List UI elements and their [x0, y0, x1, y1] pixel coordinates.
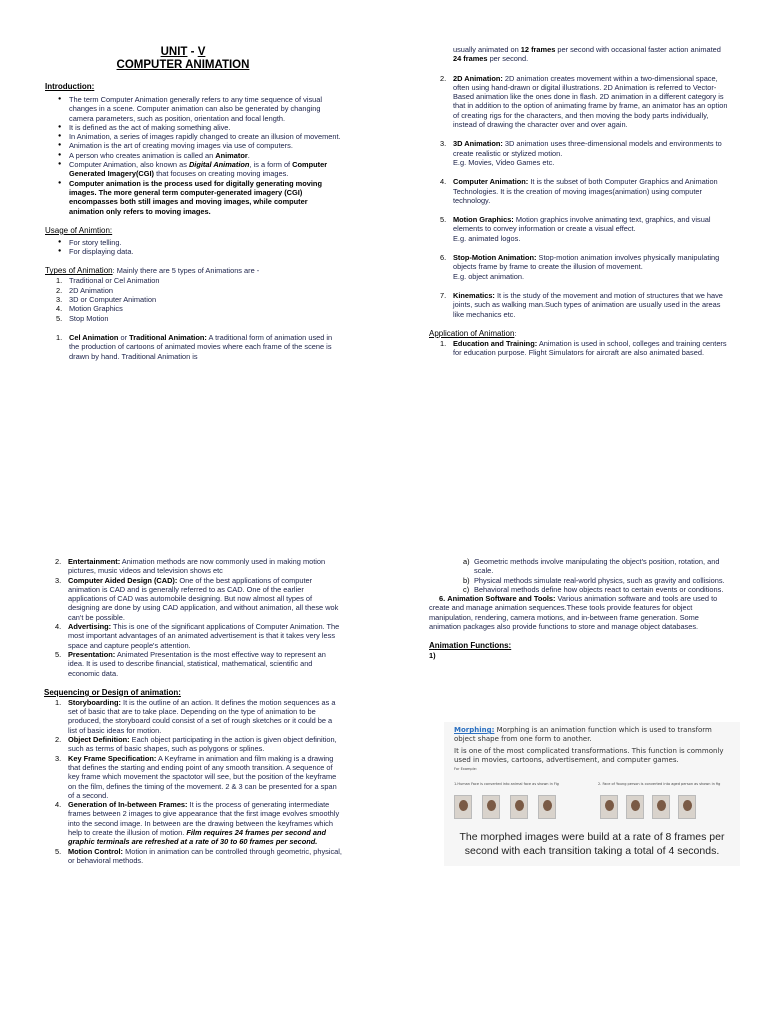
morph-images: [454, 795, 730, 821]
types-detail-list: [429, 74, 729, 319]
application-text: Animated Presentation is the most effective way to represent an idea. It is used to describe financial, statistical, mathematical, scientific and economic data.: [68, 649, 326, 678]
morphing-note: It is one of the most complicated transformations. This function is commonly used in movies, cartoons, advertisement, and computer games.: [454, 747, 724, 764]
motion-methods-list: [429, 557, 729, 594]
type-text: Motion graphics involve animating text, graphics, and visual elements to convey information or create a visual effect.: [453, 215, 711, 234]
type-label: Motion Graphics:: [453, 215, 514, 225]
motion-method-text: Geometric methods involve manipulating the object's position, rotation, and scale.: [474, 557, 720, 576]
software-label: Animation Software and Tools:: [447, 594, 556, 604]
column-1-bottom: [44, 557, 342, 865]
sequencing-list: [44, 698, 342, 865]
application-item: 5. Presentation: Animated Presentation is the most effective way to represent an idea. It is used to describe financial, statistical, mathematical, scientific and economic data.: [55, 649, 326, 678]
cel-animation-item: [56, 332, 343, 361]
type-text: 3D animation uses three-dimensional models and environments to create realistic or stylized motion.: [453, 139, 722, 158]
unit-separator: -: [187, 46, 198, 58]
application-text: One of the best applications of computer animation is CAD and is generally referred to as CAD. One of the earlier applications of CAD was automobile designing. But now almost all types of designing are done by using CAD application, and without animation, all these wok can't be possible.: [68, 575, 339, 622]
sequencing-item: 4. Generation of In-between Frames: It is the process of generating intermediate frames between 2 images to give appearance that the first image evolves smoothly into the second image. In between are the drawing between the keyframes which help to create the illusion of motion. Film requires 24 frames per second and graphic terminals are refreshed at a rate of 30 to 60 frames per second.: [55, 800, 340, 847]
morphing-definition: [444, 722, 740, 744]
morph-image: [454, 795, 472, 819]
types-list-item: 5. Stop Motion: [56, 313, 109, 323]
types-list-item: 2. 2D Animation: [56, 285, 113, 295]
intro-bullet-6: [69, 160, 343, 179]
column-2-bottom: [429, 557, 729, 661]
intro-bullet-5: [69, 151, 343, 160]
unit-heading: [60, 46, 306, 59]
application-label: Presentation:: [68, 649, 116, 659]
motion-method: a) Geometric methods involve manipulating the object's position, rotation, and scale.: [463, 557, 720, 576]
application-text: This is one of the significant applications of Computer Animation. The most important advantages of an animated advertisement is that it takes very less space and capture people's attention.: [68, 622, 340, 650]
morph-image: [652, 795, 670, 819]
type-label: 3D Animation:: [453, 139, 503, 149]
application-heading-text: Application of Animation: [429, 328, 515, 338]
type-motion-graphics: 5. Motion Graphics: Motion graphics involve animating text, graphics, and visual elements to convey information or create a visual effect. E.g. animated logos.: [440, 215, 711, 243]
type-stop-motion: 6. Stop-Motion Animation: Stop-motion animation involves physically manipulating objects frame by frame to create the illusion of movement. E.g. object animation.: [440, 253, 720, 281]
type-text: 2D animation creates movement within a two-dimensional space, often using hand-drawn or digital illustrations. 2D Animation is referred to Vector-Based animation like the ones done in flash. 2D animation in a different category is that in addition to the option of animating frame by frame, an animator has an option of creating rigs for the characters, and then moving the body parts individually, instead of drawing the character over and over again.: [453, 73, 728, 130]
unit-label: UNIT: [160, 46, 188, 58]
column-1-top: [45, 82, 343, 361]
morph-image: [482, 795, 500, 819]
motion-method-text: Physical methods simulate real-world physics, such as gravity and collisions.: [474, 575, 725, 585]
application-heading-colon: :: [514, 328, 517, 338]
frames-12: 12 frames: [520, 45, 556, 54]
figure-example-aging: 2. Face of Young person is converted into aged person as shown in fig: [598, 782, 721, 786]
morph-image: [626, 795, 644, 819]
sequencing-text: Each object participating in the action is given object definition, such as terms of basic shapes, such as polygons or splines.: [68, 735, 337, 754]
sequencing-heading: Sequencing or Design of animation:: [44, 687, 181, 697]
application-label: Computer Aided Design (CAD):: [68, 575, 178, 585]
morph-image: [510, 795, 528, 819]
usage-heading: Usage of Animtion:: [45, 225, 113, 235]
page-title: COMPUTER ANIMATION: [116, 59, 250, 71]
types-list-text: Traditional or Cel Animation: [69, 276, 160, 286]
application-label: Entertainment:: [68, 557, 121, 566]
cel-label: Cel Animation: [69, 332, 119, 342]
morph-image: [538, 795, 556, 819]
application-list: [429, 339, 729, 358]
motion-method: b) Physical methods simulate real-world physics, such as gravity and collisions.: [463, 575, 725, 585]
morph-image: [678, 795, 696, 819]
unit-number: V: [197, 46, 206, 58]
type-3d: 3. 3D Animation: 3D animation uses three-dimensional models and environments to create realistic or stylized motion. E.g. Movies, Video Games etc.: [440, 139, 722, 167]
column-2-top: [429, 45, 729, 357]
animator-term: Animator: [215, 150, 248, 160]
intro-bullet-7: [69, 179, 343, 216]
sequencing-label: Key Frame Specification:: [68, 753, 157, 763]
intro-bullet-text: Animation is the art of creating moving images via use of computers.: [69, 141, 293, 151]
types-intro: : Mainly there are 5 types of Animations are -: [112, 266, 260, 276]
intro-bullet-4: [69, 141, 343, 150]
motion-method: c) Behavioral methods define how objects react to certain events or conditions.: [463, 584, 724, 594]
intro-bullet-text: The term Computer Animation generally refers to any time sequence of visual changes in a scene. Computer animation can also be generated by changing camera parameters, such as position, orientation and focal length.: [69, 95, 323, 123]
intro-bullet-2: [69, 123, 343, 132]
cel-continuation: [429, 45, 729, 64]
traditional-label: Traditional Animation:: [129, 332, 207, 342]
application-item: 2. Entertainment: Animation methods are now commonly used in making motion pictures, music videos and television shows etc: [55, 557, 326, 576]
motion-method-text: Behavioral methods define how objects react to certain events or conditions.: [474, 584, 724, 594]
intro-bullet-text: Computer Animation, also known as: [69, 160, 189, 170]
sequencing-text: It is the process of generating intermediate frames between 2 images to give appearance that the first image evolves smoothly into the second image. In between are the drawing between the keyframes which help to create the illusion of motion.: [68, 800, 340, 838]
sequencing-item: 2. Object Definition: Each object participating in the action is given object definition, such as terms of basic shapes, such as polygons or splines.: [55, 735, 337, 754]
types-list-item: 4. Motion Graphics: [56, 304, 123, 314]
application-label: Advertising:: [68, 622, 112, 632]
intro-heading: [45, 82, 343, 92]
software-item: [429, 594, 729, 631]
type-computer: 4. Computer Animation: It is the subset of both Computer Graphics and Animation Technologies. It is the creation of moving images(animation) using computer technology.: [440, 177, 718, 205]
type-label: Stop-Motion Animation:: [453, 253, 537, 263]
type-kinematics: 7. Kinematics: It is the study of the movement and motion of structures that we have joints, such as walking man.Such types of animation are usually used in the areas like mechanics etc.: [440, 290, 723, 319]
intro-bullet-text: It is defined as the act of making something alive.: [69, 122, 231, 132]
usage-item: ● For story telling.: [69, 238, 343, 247]
types-list-item: 3. 3D or Computer Animation: [56, 295, 157, 305]
morph-image: [600, 795, 618, 819]
morphing-figure: [444, 722, 740, 866]
type-example: E.g. Movies, Video Games etc.: [453, 157, 555, 167]
intro-heading-colon: :: [91, 82, 95, 91]
sequencing-text: Motion in animation can be controlled through geometric, physical, or behavioral methods.: [68, 846, 342, 865]
intro-bullet-1: [69, 95, 343, 123]
types-list-text: Stop Motion: [69, 313, 109, 323]
usage-item: ● For displaying data.: [69, 247, 343, 256]
figure-example-label: For Example:: [454, 767, 477, 771]
types-list-text: 3D or Computer Animation: [69, 295, 157, 305]
sequencing-text: A Keyframe in animation and film making is a drawing that defines the starting and ending point of any smooth transition. A sequence of key frame which movement the spactotor will see, but the position of the keyframe on the film, defines the timing of the movement. 2 & 3 can be presented for a span of a second.: [68, 753, 337, 800]
cont-text: per second with occasional faster action animated: [555, 45, 721, 54]
cel-number: 1.: [56, 332, 63, 342]
type-label: Kinematics:: [453, 290, 495, 300]
frame-rate-note: Film requires 24 frames per second and graphic terminals are refreshed at a rate of 30 to 60 frames per second.: [68, 828, 326, 847]
sequencing-item: 5. Motion Control: Motion in animation can be controlled through geometric, physical, or behavioral methods.: [55, 846, 342, 865]
functions-heading: Animation Functions:: [429, 641, 512, 651]
application-item: 3. Computer Aided Design (CAD): One of the best applications of computer animation is CAD and is generally referred to as CAD. One of the earlier applications of CAD was automobile designing. But now almost all types of designing are done by using CAD application, and without animation, all these wok can't be possible.: [55, 575, 339, 622]
types-list: [45, 276, 343, 322]
sequencing-label: Generation of In-between Frames:: [68, 800, 188, 810]
application-heading: [429, 329, 729, 339]
types-list-item: 1. Traditional or Cel Animation: [56, 276, 160, 286]
application-item: 1. Education and Training: Animation is used in school, colleges and training centers for education purpose. Flight Simulators for aircraft are also animated based.: [440, 338, 727, 358]
application-text: Animation is used in school, colleges and training centers for education purpose. Flight Simulators for aircraft are also animated based.: [453, 338, 727, 358]
intro-bullet-text: .: [247, 150, 250, 160]
functions-number: 1): [429, 651, 436, 661]
intro-bullet-text: , is a form of: [249, 160, 293, 170]
digital-animation-term: Digital Animation: [188, 160, 250, 170]
sequencing-label: Motion Control:: [68, 846, 124, 856]
intro-bullet-text: A person who creates animation is called an: [69, 150, 216, 160]
software-text: Various animation software and tools are used to create and manage animation sequences.These tools provide features for object manipulation, rendering, camera motions, and in-between frame generation. Some animation packages also provide functions to store and manage object databases.: [429, 594, 718, 632]
types-heading-line: [45, 266, 343, 276]
type-text: It is the study of the movement and motion of structures that we have joints, such as walking man.Such types of animation are usually used in the areas like mechanics etc.: [453, 290, 723, 319]
morphing-link[interactable]: Morphing:: [454, 726, 495, 734]
figure-caption: The morphed images were build at a rate of 8 frames per second with each transition taking a total of 4 seconds.: [459, 831, 725, 857]
types-heading: Types of Animation: [45, 266, 113, 276]
type-text: Stop-motion animation involves physically manipulating objects frame by frame to create the illusion of movement.: [453, 253, 720, 272]
types-list-text: Motion Graphics: [69, 304, 123, 314]
type-label: 2D Animation:: [453, 73, 503, 83]
intro-bullet-text: that focuses on creating moving images.: [154, 169, 289, 179]
cgi-bold-text: Computer animation is the process used for digitally generating moving images. The more general term computer-generated imagery (CGI) encompasses both still images and moving images, while computer animation only refers to moving images.: [69, 178, 322, 216]
cel-animation-list: [45, 333, 343, 361]
cont-text: per second.: [487, 54, 529, 64]
cel-text: A traditional form of animation used in the production of cartoons of animated movies where each frame of the scene is drawn by hand. Traditional Animation is: [69, 332, 333, 361]
software-number: 6.: [439, 594, 446, 604]
title-block: [60, 46, 306, 72]
applications-cont-list: [44, 557, 342, 678]
type-label: Computer Animation:: [453, 177, 529, 187]
intro-bullet-3: [69, 132, 343, 141]
application-item: 4. Advertising: This is one of the significant applications of Computer Animation. The most important advantages of an animated advertisement is that it takes very less space and capture people's attention.: [55, 622, 340, 650]
sequencing-label: Storyboarding:: [68, 697, 121, 707]
frames-24: 24 frames: [453, 54, 488, 64]
types-list-text: 2D Animation: [69, 285, 113, 295]
application-text: Animation methods are now commonly used in making motion pictures, music videos and television shows etc: [68, 557, 326, 576]
sequencing-label: Object Definition:: [68, 735, 130, 745]
intro-heading-text: Introduction: [45, 82, 92, 91]
application-label: Education and Training:: [453, 338, 538, 348]
type-example: E.g. object animation.: [453, 271, 525, 281]
intro-bullet-text: In Animation, a series of images rapidly changed to create an illusion of movement.: [69, 132, 341, 142]
cont-text: usually animated on: [453, 45, 521, 54]
type-example: E.g. animated logos.: [453, 233, 521, 243]
type-text: It is the subset of both Computer Graphics and Animation Technologies. It is the creation of moving images(animation) using computer technology.: [453, 177, 718, 205]
cgi-term: Computer Generated Imagery(CGI): [69, 160, 328, 179]
intro-list: [45, 95, 343, 216]
morphing-text: Morphing is an animation function which is used to transform object shape from one form to another.: [454, 726, 712, 743]
sequencing-item: 3. Key Frame Specification: A Keyframe in animation and film making is a drawing that defines the starting and ending point of any smooth transition. A sequence of key frame which movement the spactotor will see, but the position of the keyframe on the film, defines the timing of the movement. 2 & 3 can be presented for a span of a second.: [55, 753, 337, 800]
figure-example-human: 1.Human Face is converted into animal face as shown in Fig: [454, 782, 559, 786]
sequencing-item: 1. Storyboarding: It is the outline of an action. It defines the motion sequences as a set of basic that are to take place. Depending on the type of animation to be produced, the storyboard could consist of a set of rough sketches or it could be a list of basic ideas for motion.: [55, 697, 336, 735]
type-2d: 2. 2D Animation: 2D animation creates movement within a two-dimensional space, often using hand-drawn or digital illustrations. 2D Animation is referred to Vector-Based animation like the ones done in flash. 2D animation in a different category is that in addition to the option of animating frame by frame, an animator has an option of creating rigs for the characters, and then moving the body parts individually, instead of drawing the character over and over again.: [440, 73, 728, 130]
cel-or: or: [118, 332, 130, 342]
sequencing-text: It is the outline of an action. It defines the motion sequences as a set of basic that are to take place. Depending on the type of animation to be produced, the storyboard could consist of a set of rough sketches or it could be a list of basic ideas for motion.: [68, 697, 336, 735]
usage-list: [45, 238, 343, 257]
